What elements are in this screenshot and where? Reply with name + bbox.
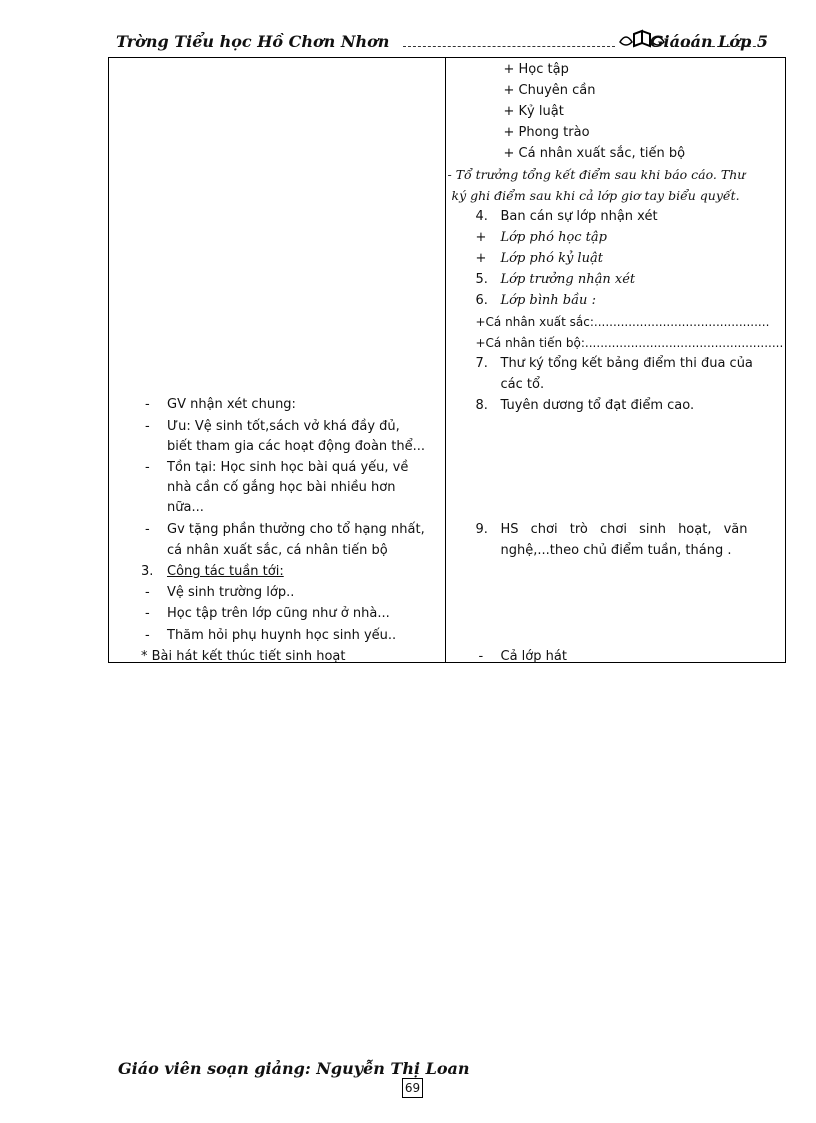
step-number: 4. (475, 209, 488, 224)
right-line: + Cá nhân xuất sắc, tiến bộ (503, 146, 686, 161)
right-line: +Cá nhân xuất sắc:.............................................. (475, 315, 770, 329)
right-line: HS chơi trò chơi sinh hoạt, văn (500, 522, 748, 537)
bullet-plus: + (475, 230, 487, 245)
right-line: Tuyên dương tổ đạt điểm cao. (500, 398, 695, 413)
left-line: Thăm hỏi phụ huynh học sinh yếu.. (167, 628, 397, 643)
bullet-dash: - (478, 649, 484, 664)
right-line: Ban cán sự lớp nhận xét (500, 209, 658, 224)
school-name: Trờng Tiểu học Hồ Chơn Nhơn (116, 32, 390, 51)
right-line: Lớp trưởng nhận xét (500, 272, 636, 287)
step-number: 5. (475, 272, 488, 287)
teacher-activities-column (109, 58, 446, 663)
right-line: Lớp phó học tập (500, 230, 607, 245)
teacher-signature: Giáo viên soạn giảng: Nguyễn Thị Loan (118, 1059, 470, 1078)
step-number: 6. (475, 293, 488, 308)
right-line: các tổ. (500, 377, 545, 392)
left-line: cá nhân xuất sắc, cá nhân tiến bộ (167, 543, 388, 558)
right-line: Lớp bình bầu : (500, 293, 596, 308)
bullet-dash: - (145, 419, 150, 434)
section-heading: Công tác tuần tới: (167, 564, 284, 579)
left-line: * Bài hát kết thúc tiết sinh hoạt (141, 649, 346, 664)
right-line: ký ghi điểm sau khi cả lớp giơ tay biểu quyết. (451, 188, 740, 203)
step-number: 8. (475, 398, 488, 413)
left-line: Gv tặng phần thưởng cho tổ hạng nhất, (167, 522, 425, 537)
bullet-plus: + (475, 251, 487, 266)
page-header (116, 30, 768, 56)
step-number: 9. (475, 522, 488, 537)
bullet-dash: - (145, 606, 150, 621)
page-number: 69 (402, 1078, 423, 1098)
left-line: GV nhận xét chung: (167, 397, 296, 412)
right-line: + Học tập (503, 62, 569, 77)
left-line: Vệ sinh trường lớp.. (167, 585, 295, 600)
left-line: Ưu: Vệ sinh tốt,sách vở khá đầy đủ, (167, 419, 400, 434)
left-line: nữa... (167, 500, 204, 515)
right-line: + Chuyên cần (503, 83, 596, 98)
right-line: Lớp phó kỷ luật (500, 251, 603, 266)
right-line: nghệ,...theo chủ điểm tuần, tháng . (500, 543, 732, 558)
left-line: Tồn tại: Học sinh học bài quá yếu, về (167, 460, 409, 475)
left-line: nhà cần cố gắng học bài nhiều hơn (167, 480, 396, 495)
right-line: Cả lớp hát (500, 649, 567, 664)
class-label: Giáoán Lớp 5 (649, 32, 768, 51)
bullet-dash: - (145, 522, 150, 537)
left-line: Học tập trên lớp cũng như ở nhà... (167, 606, 390, 621)
step-number: 7. (475, 356, 488, 371)
right-line: + Kỷ luật (503, 104, 564, 119)
right-line: - Tổ trưởng tổng kết điểm sau khi báo cáo. Thư (447, 167, 746, 182)
right-line: + Phong trào (503, 125, 590, 140)
right-line: Thư ký tổng kết bảng điểm thi đua của (500, 356, 753, 371)
right-line: +Cá nhân tiến bộ:.................................................... (475, 336, 784, 350)
student-activities-column (445, 58, 786, 663)
lesson-table (108, 57, 786, 663)
left-line: biết tham gia các hoạt động đoàn thể... (167, 439, 426, 454)
bullet-dash: - (145, 397, 150, 412)
bullet-dash: - (145, 460, 150, 475)
header-divider-left (403, 46, 615, 47)
bullet-dash: - (145, 585, 150, 600)
section-number: 3. (141, 564, 154, 579)
bullet-dash: - (145, 628, 150, 643)
